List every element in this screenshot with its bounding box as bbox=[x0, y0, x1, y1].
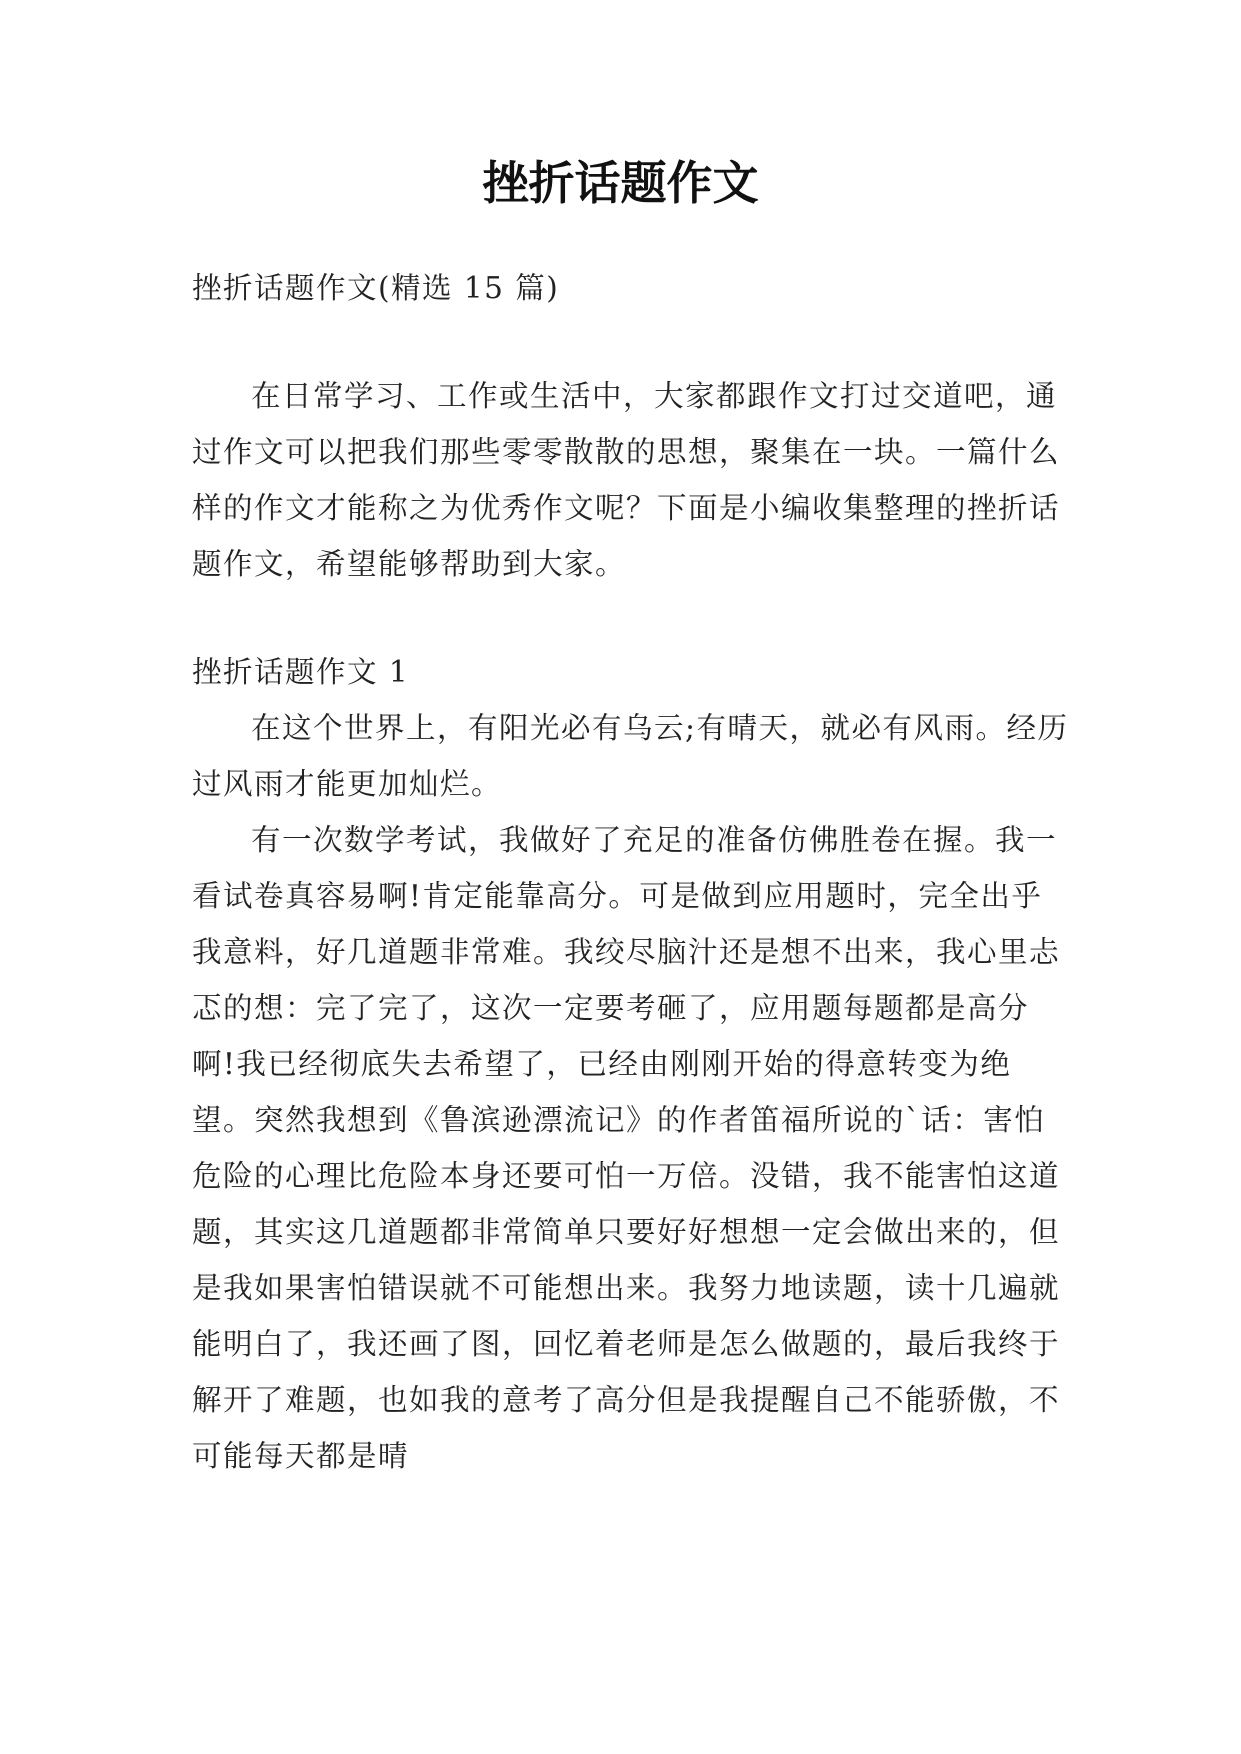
document-title: 挫折话题作文 bbox=[482, 156, 759, 210]
document-body bbox=[192, 260, 1072, 1484]
essay-paragraph: 在这个世界上，有阳光必有乌云;有晴天，就必有风雨。经历过风雨才能更加灿烂。 bbox=[192, 711, 1069, 801]
essay-heading: 挫折话题作文 1 bbox=[192, 655, 410, 689]
essay-paragraph: 有一次数学考试，我做好了充足的准备仿佛胜卷在握。我一看试卷真容易啊!肯定能靠高分。可是做到应用题时，完全出乎我意料，好几道题非常难。我绞尽脑汁还是想不出来，我心里忐忑的想：完了完了，这次一定要考砸了，应用题每题都是高分啊!我已经彻底失去希望了，已经由刚刚开始的得意转变为绝望。突然我想到《鲁滨逊漂流记》的作者笛福所说的`话：害怕危险的心理比危险本身还要可怕一万倍。没错，我不能害怕这道题，其实这几道题都非常简单只要好好想想一定会做出来的，但是我如果害怕错误就不可能想出来。我努力地读题，读十几遍就能明白了，我还画了图，回忆着老师是怎么做题的，最后我终于解开了难题，也如我的意考了高分但是我提醒自己不能骄傲，不可能每天都是晴 bbox=[192, 823, 1061, 1473]
intro-paragraph: 在日常学习、工作或生活中，大家都跟作文打过交道吧，通过作文可以把我们那些零零散散的思想，聚集在一块。一篇什么样的作文才能称之为优秀作文呢？下面是小编收集整理的挫折话题作文，希望能够帮助到大家。 bbox=[192, 379, 1061, 581]
document-subtitle: 挫折话题作文(精选 15 篇) bbox=[192, 271, 560, 305]
